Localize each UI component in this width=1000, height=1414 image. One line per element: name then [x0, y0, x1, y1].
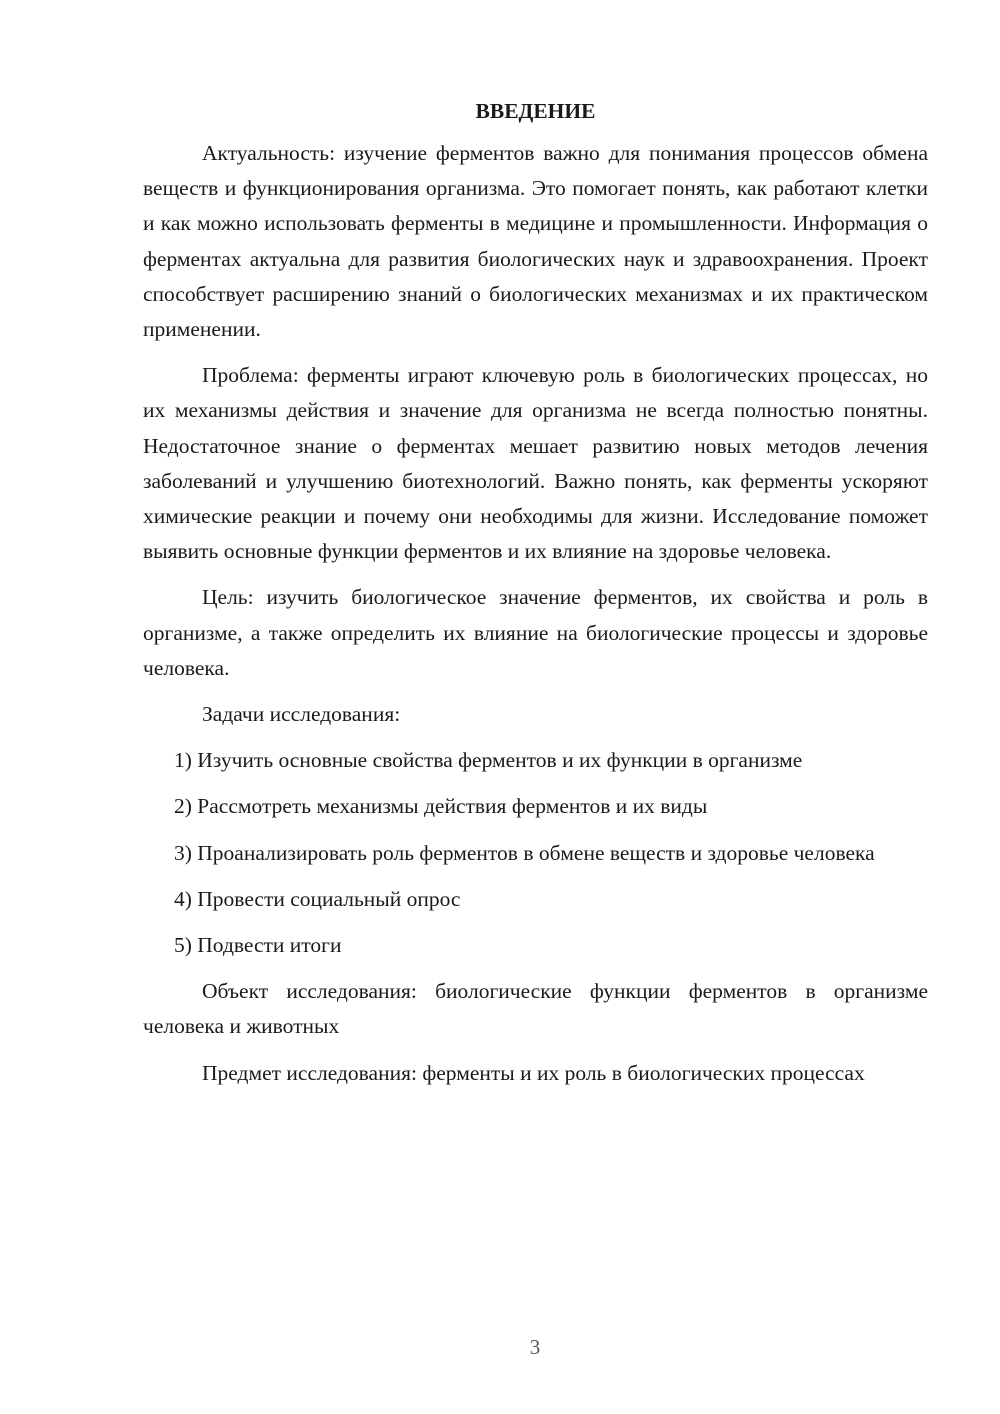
- object-paragraph: Объект исследования: биологические функции ферментов в организме человека и животных: [143, 979, 928, 1039]
- page-content: [143, 95, 928, 1102]
- subject-paragraph: Предмет исследования: ферменты и их роль в биологических процессах: [202, 1060, 865, 1085]
- task-item-4: 4) Провести социальный опрос: [174, 886, 461, 911]
- tasks-heading: Задачи исследования:: [202, 702, 401, 727]
- task-item-3: 3) Проанализировать роль ферментов в обмене веществ и здоровье человека: [174, 840, 875, 865]
- goal-paragraph: Цель: изучить биологическое значение ферментов, их свойства и роль в организме, а также определить их влияние на биологические процессы и здоровье человека.: [143, 585, 928, 680]
- task-item-1: 1) Изучить основные свойства ферментов и их функции в организме: [174, 748, 803, 773]
- task-item-5: 5) Подвести итоги: [174, 933, 342, 958]
- problem-paragraph: Проблема: ферменты играют ключевую роль в биологических процессах, но их механизмы действия и значение для организма не всегда полностью понятны. Недостаточное знание о ферментах мешает развитию новых методов лечения заболеваний и улучшению биотехнологий. Важно понять, как ферменты ускоряют химические реакции и почему они необходимы для жизни. Исследование поможет выявить основные функции ферментов и их влияние на здоровье человека.: [143, 363, 928, 564]
- task-item-2: 2) Рассмотреть механизмы действия ферментов и их виды: [174, 794, 708, 819]
- page-number: 3: [529, 1335, 541, 1359]
- section-title: ВВЕДЕНИЕ: [475, 99, 596, 123]
- relevance-paragraph: Актуальность: изучение ферментов важно для понимания процессов обмена веществ и функционирования организма. Это помогает понять, как работают клетки и как можно использовать ферменты в медицине и промышленности. Информация о ферментах актуальна для развития биологических наук и здравоохранения. Проект способствует расширению знаний о биологических механизмах и их практическом применении.: [143, 141, 928, 342]
